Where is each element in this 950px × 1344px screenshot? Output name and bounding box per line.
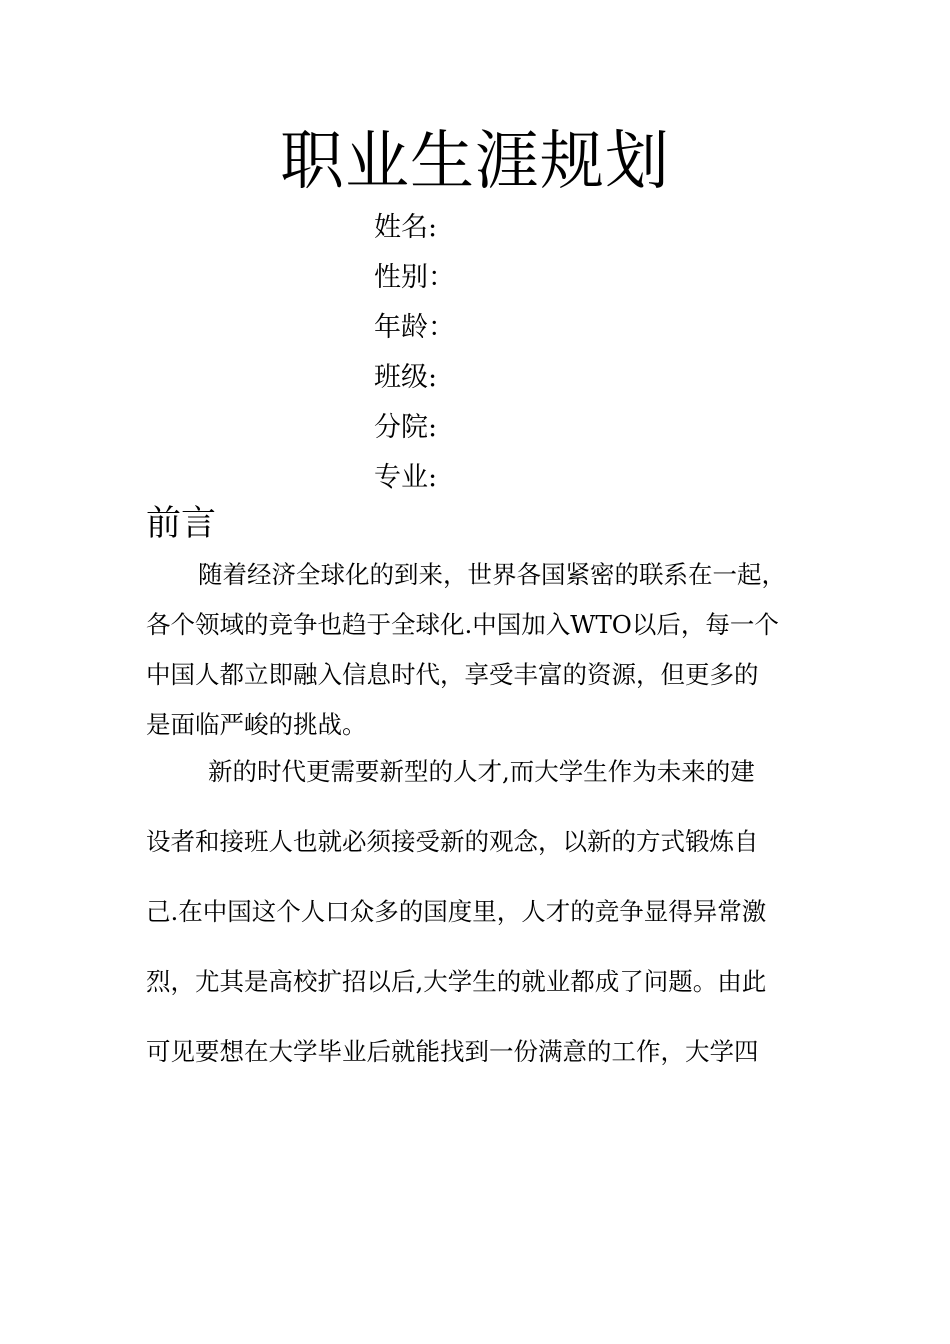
paragraph-line: 随着经济全球化的到来，世界各国紧密的联系在一起， bbox=[198, 560, 786, 589]
paragraph-line: 新的时代更需要新型的人才,而大学生作为未来的建 bbox=[208, 757, 755, 786]
age-field-label: 年龄： bbox=[374, 312, 455, 343]
preface-heading: 前言 bbox=[146, 504, 217, 544]
college-field-label: 分院: bbox=[374, 412, 438, 443]
gender-field-label: 性别： bbox=[374, 262, 455, 293]
paragraph-line: 烈，尤其是高校扩招以后,大学生的就业都成了问题。由此 bbox=[146, 967, 767, 996]
document-title: 职业生涯规划 bbox=[280, 125, 670, 199]
preface-paragraph-1 bbox=[146, 550, 786, 750]
paragraph-line: 可见要想在大学毕业后就能找到一份满意的工作，大学四 bbox=[146, 1037, 759, 1066]
paragraph-line: 中国人都立即融入信息时代，享受丰富的资源，但更多的 bbox=[146, 660, 759, 689]
name-field-label: 姓名: bbox=[374, 212, 438, 243]
preface-paragraph-2 bbox=[146, 746, 766, 1096]
paragraph-line: 各个领域的竞争也趋于全球化.中国加入WTO以后，每一个 bbox=[146, 610, 779, 639]
personal-info-fields bbox=[374, 203, 455, 503]
class-field-label: 班级: bbox=[374, 362, 438, 393]
paragraph-line: 设者和接班人也就必须接受新的观念，以新的方式锻炼自 bbox=[146, 827, 759, 856]
paragraph-line: 己.在中国这个人口众多的国度里，人才的竞争显得异常激 bbox=[146, 897, 767, 926]
major-field-label: 专业: bbox=[374, 462, 438, 493]
paragraph-line: 是面临严峻的挑战。 bbox=[146, 710, 367, 739]
